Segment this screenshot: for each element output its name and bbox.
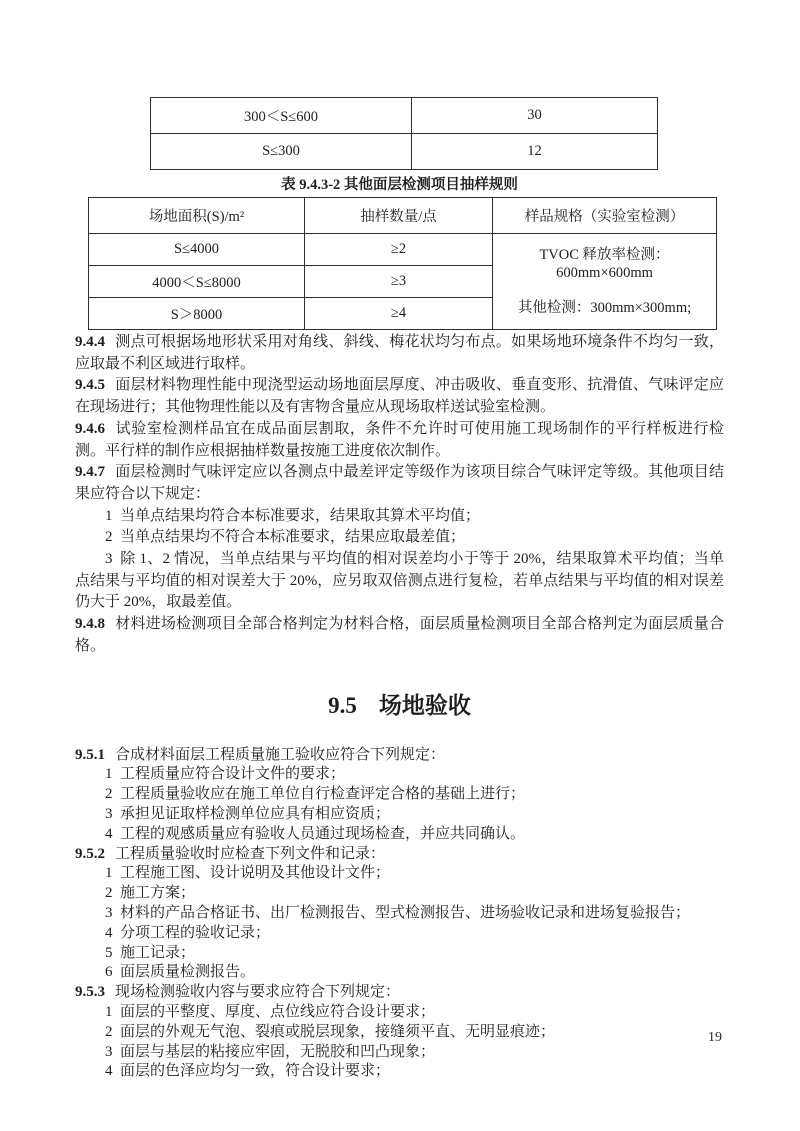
area-range-cell: S＞8000 <box>89 298 305 330</box>
area-range-cell: 4000＜S≤8000 <box>89 266 305 298</box>
clause-text: 测点可根据场地形状采用对角线、斜线、梅花状均匀布点。如果场地环境条件不均匀一致，应取最不利区域进行取样。 <box>75 334 724 372</box>
sample-spec-cell <box>493 234 717 330</box>
sample-count-table-continued <box>150 97 658 170</box>
section-number: 9.5 <box>328 692 357 718</box>
clause-9-5-1 <box>75 746 724 766</box>
list-item: 1 面层的平整度、厚度、点位线应符合设计要求； <box>105 1003 436 1020</box>
clause-9-5-2 <box>75 845 724 865</box>
table-header-row <box>89 198 717 234</box>
clause-number: 9.5.2 <box>75 845 105 862</box>
clause-number: 9.4.7 <box>75 464 105 481</box>
area-range-cell: S≤4000 <box>89 234 305 266</box>
list-item: 5 施工记录； <box>105 944 196 961</box>
clause-9-4-8 <box>75 614 724 657</box>
clause-number: 9.4.4 <box>75 334 105 350</box>
list-item: 2 当单点结果均不符合本标准要求，结果应取最差值； <box>105 529 466 546</box>
spec-line-other: 其他检测：300mm×300mm; <box>517 300 692 316</box>
clause-9-4-4 <box>75 332 724 375</box>
count-cell: ≥3 <box>305 266 493 298</box>
clause-text: 现场检测验收内容与要求应符合下列规定： <box>115 984 401 1001</box>
table-row <box>89 234 717 266</box>
count-cell: 12 <box>412 134 658 170</box>
sampling-rules-table <box>88 197 717 330</box>
page-content <box>0 97 800 1082</box>
section-title: 场地验收 <box>378 692 471 718</box>
header-area: 场地面积(S)/m² <box>89 198 305 234</box>
clause-text: 材料进场检测项目全部合格判定为材料合格，面层质量检测项目全部合格判定为面层质量合格。 <box>75 616 724 654</box>
area-range-cell: S≤300 <box>151 134 412 170</box>
list-item: 1 工程质量应符合设计文件的要求； <box>105 766 346 783</box>
section-9-5-clauses <box>75 746 724 1083</box>
list-item: 2 面层的外观无气泡、裂痕或脱层现象，接缝须平直、无明显痕迹； <box>105 1023 556 1040</box>
clause-number: 9.4.6 <box>75 420 105 437</box>
list-item: 3 承担见证取样检测单位应具有相应资质； <box>105 805 391 822</box>
clause-9-4-6 <box>75 419 724 462</box>
clause-number: 9.4.8 <box>75 616 105 633</box>
clause-text: 面层检测时气味评定应以各测点中最差评定等级作为该项目综合气味评定等级。其他项目结果应符合以下规定： <box>75 464 724 502</box>
clause-9-5-3 <box>75 983 724 1003</box>
count-cell: 30 <box>412 98 658 134</box>
header-spec: 样品规格（实验室检测） <box>493 198 717 234</box>
clause-number: 9.5.3 <box>75 984 105 1001</box>
clause-text: 合成材料面层工程质量施工验收应符合下列规定： <box>115 746 446 763</box>
spec-line-tvoc: TVOC 释放率检测：600mm×600mm <box>539 247 670 281</box>
clause-9-4-5 <box>75 375 724 418</box>
table-row <box>151 98 658 134</box>
list-item: 4 工程的观感质量应有验收人员通过现场检查，并应共同确认。 <box>105 825 526 842</box>
list-item: 2 工程质量验收应在施工单位自行检查评定合格的基础上进行； <box>105 786 526 803</box>
clause-text: 试验室检测样品宜在成品面层割取，条件不允许时可使用施工现场制作的平行样板进行检测。平行样的制作应根据抽样数量按施工进度依次制作。 <box>75 420 724 459</box>
clause-number: 9.4.5 <box>75 377 105 394</box>
section-heading <box>75 689 724 723</box>
count-cell: ≥4 <box>305 298 493 330</box>
list-item: 1 当单点结果均符合本标准要求，结果取其算术平均值； <box>105 507 481 524</box>
clause-text: 工程质量验收时应检查下列文件和记录： <box>115 845 386 862</box>
list-item: 2 施工方案； <box>105 885 196 902</box>
page-number: 19 <box>708 1030 722 1045</box>
list-item: 3 材料的产品合格证书、出厂检测报告、型式检测报告、进场验收记录和进场复验报告； <box>105 904 691 921</box>
table-row <box>151 134 658 170</box>
list-item: 4 面层的色泽应均匀一致，符合设计要求； <box>105 1063 391 1080</box>
count-cell: ≥2 <box>305 234 493 266</box>
header-count: 抽样数量/点 <box>305 198 493 234</box>
clause-9-4-7 <box>75 462 724 505</box>
list-item: 1 工程施工图、设计说明及其他设计文件； <box>105 865 391 882</box>
list-item: 6 面层质量检测报告。 <box>105 964 256 981</box>
list-item: 3 面层与基层的粘接应牢固，无脱胶和凹凸现象； <box>105 1043 436 1060</box>
area-range-cell: 300＜S≤600 <box>151 98 412 134</box>
clause-number: 9.5.1 <box>75 746 105 763</box>
list-item: 3 除 1、2 情况，当单点结果与平均值的相对误差均小于等于 20%，结果取算术平均值；当单点结果与平均值的相对误差大于 20%，应另取双倍测点进行复检，若单点结果与平均值的相对误差仍大于 20%，取最差值。 <box>75 551 724 611</box>
section-9-4-clauses <box>75 332 724 658</box>
clause-text: 面层材料物理性能中现浇型运动场地面层厚度、冲击吸收、垂直变形、抗滑值、气味评定应在现场进行；其他物理性能以及有害物含量应从现场取样送试验室检测。 <box>75 377 724 416</box>
list-item: 4 分项工程的验收记录； <box>105 924 271 941</box>
table-caption: 表 9.4.3-2 其他面层检测项目抽样规则 <box>281 177 518 193</box>
